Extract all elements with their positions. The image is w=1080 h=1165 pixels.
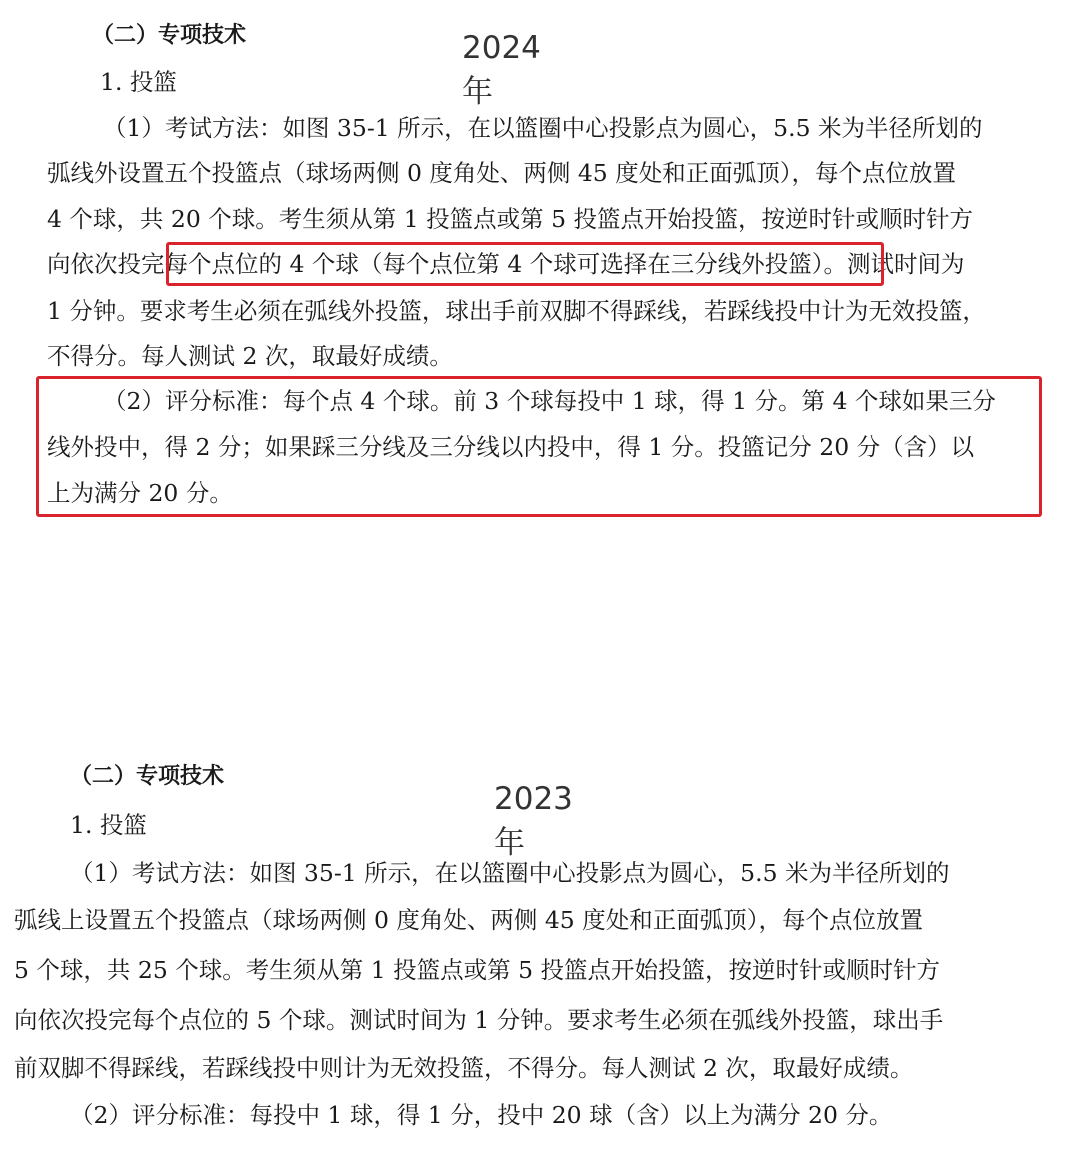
section-heading-2023: （二）专项技术 <box>70 763 225 789</box>
para-2024-line-4: 向依次投完每个点位的 4 个球（每个点位第 4 个球可选择在三分线外投篮）。测试时间为 <box>47 250 965 278</box>
para-2024-line-1: （1）考试方法：如图 35-1 所示，在以篮圈中心投影点为圆心，5.5 米为半径所划的 <box>103 114 983 142</box>
item-heading-2023: 1. 投篮 <box>70 811 147 839</box>
year-label-2023: 2023年 <box>494 781 573 861</box>
para-2024-line-6: 不得分。每人测试 2 次，取最好成绩。 <box>47 342 453 370</box>
item-heading-2024: 1. 投篮 <box>100 68 177 96</box>
para-2023-line-1: （1）考试方法：如图 35-1 所示，在以篮圈中心投影点为圆心，5.5 米为半径所划的 <box>70 859 950 887</box>
para-2024-line-9: 上为满分 20 分。 <box>47 479 233 507</box>
para-2024-line-5: 1 分钟。要求考生必须在弧线外投篮，球出手前双脚不得踩线，若踩线投中计为无效投篮， <box>47 297 986 325</box>
para-2023-line-4: 向依次投完每个点位的 5 个球。测试时间为 1 分钟。要求考生必须在弧线外投篮，球出手 <box>14 1006 944 1034</box>
para-2023-line-3: 5 个球，共 25 个球。考生须从第 1 投篮点或第 5 投篮点开始投篮，按逆时针或顺时针方 <box>14 956 941 984</box>
para-2024-line-7: （2）评分标准：每个点 4 个球。前 3 个球每投中 1 球，得 1 分。第 4 个球如果三分 <box>103 387 996 415</box>
para-2023-line-2: 弧线上设置五个投篮点（球场两侧 0 度角处、两侧 45 度处和正面弧顶），每个点位放置 <box>14 906 923 934</box>
para-2024-line-8: 线外投中，得 2 分；如果踩三分线及三分线以内投中，得 1 分。投篮记分 20 分（含）以 <box>47 433 975 461</box>
year-label-2024: 2024年 <box>462 30 541 110</box>
section-heading-2024: （二）专项技术 <box>92 22 247 48</box>
para-2024-line-3: 4 个球，共 20 个球。考生须从第 1 投篮点或第 5 投篮点开始投篮，按逆时针或顺时针方 <box>47 205 974 233</box>
para-2024-line-2: 弧线外设置五个投篮点（球场两侧 0 度角处、两侧 45 度处和正面弧顶），每个点位放置 <box>47 159 956 187</box>
para-2023-line-6: （2）评分标准：每投中 1 球，得 1 分，投中 20 球（含）以上为满分 20 分。 <box>70 1101 893 1129</box>
para-2023-line-5: 前双脚不得踩线，若踩线投中则计为无效投篮，不得分。每人测试 2 次，取最好成绩。 <box>14 1054 914 1082</box>
